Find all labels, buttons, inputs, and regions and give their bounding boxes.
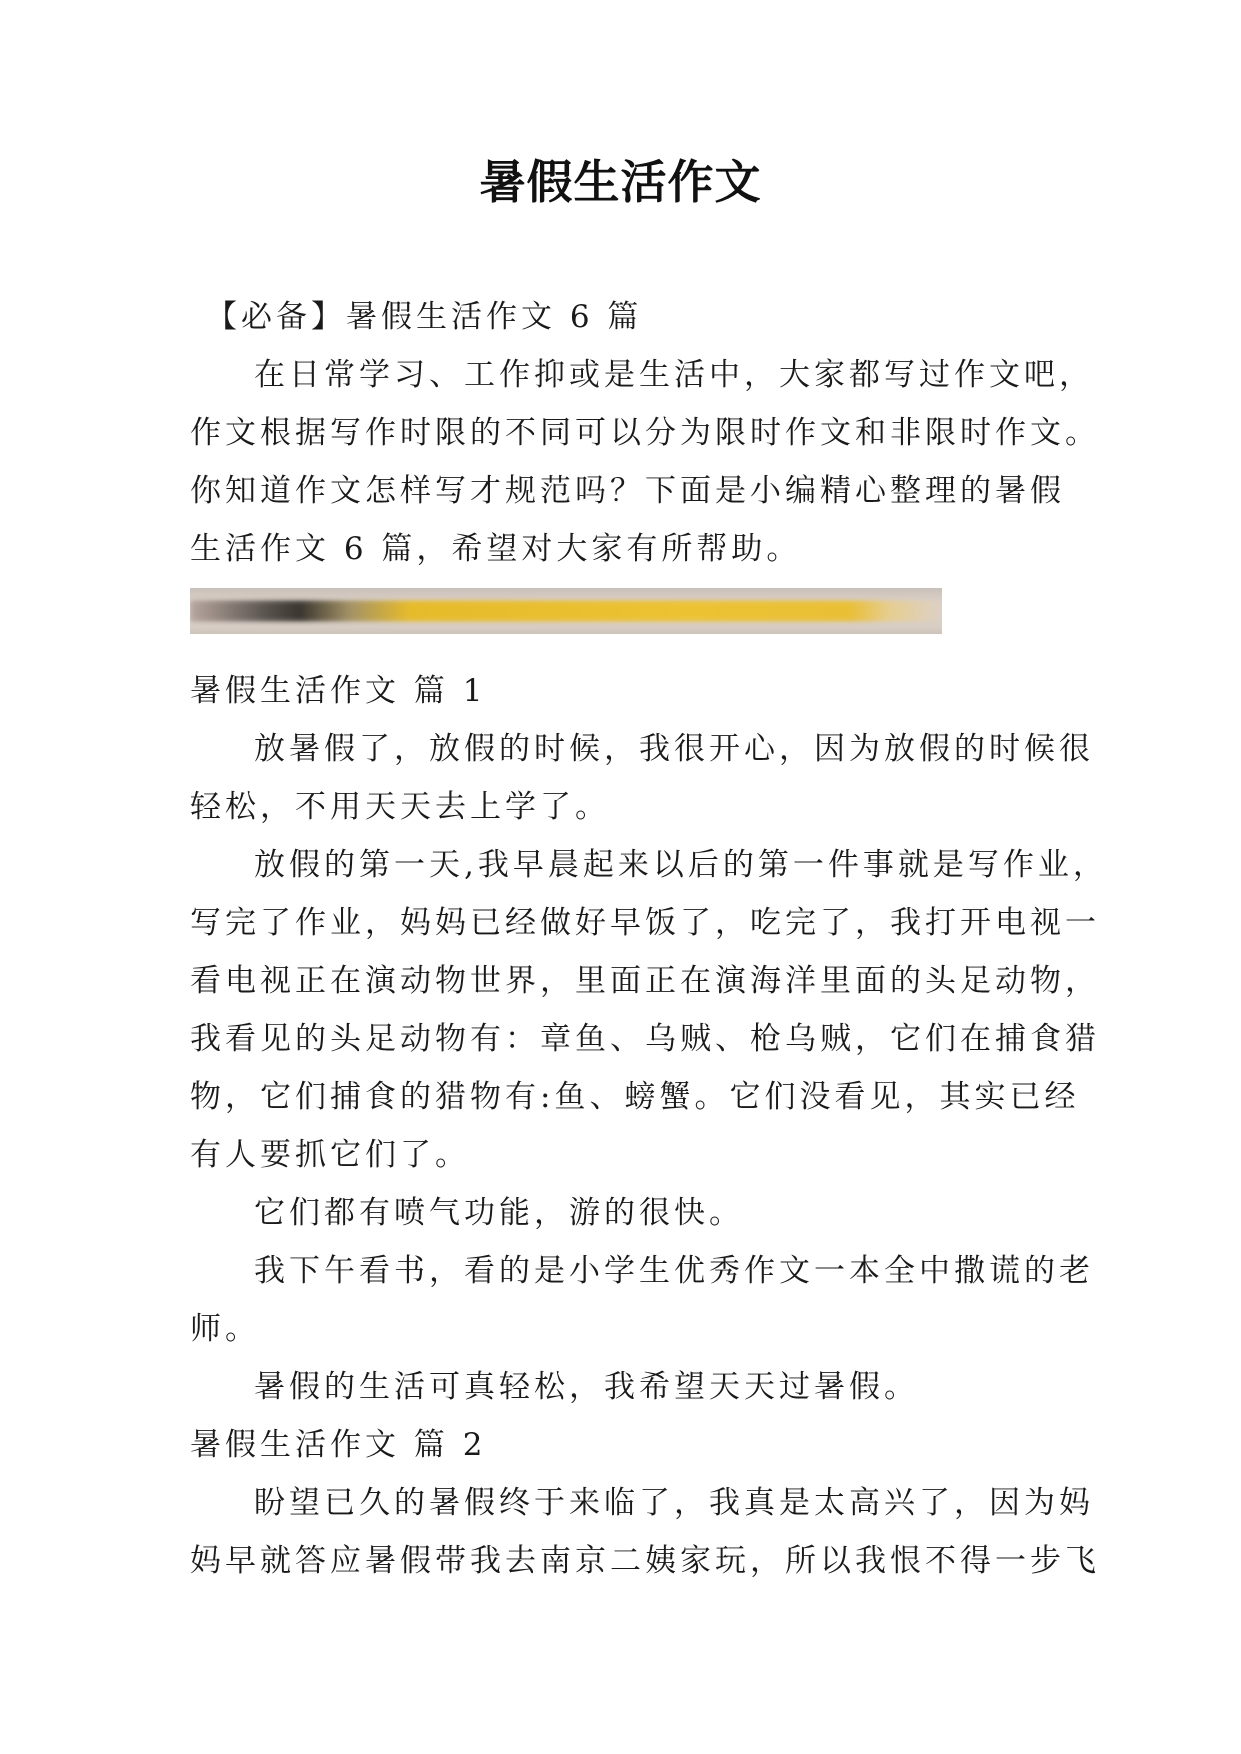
intro-line: 作文根据写作时限的不同可以分为限时作文和非限时作文。 bbox=[190, 415, 1100, 451]
intro-line: 生活作文 6 篇，希望对大家有所帮助。 bbox=[190, 531, 802, 567]
section-paragraph bbox=[190, 1184, 1070, 1242]
paragraph-line: 暑假的生活可真轻松，我希望天天过暑假。 bbox=[254, 1369, 919, 1405]
intro-line: 在日常学习、工作抑或是生活中，大家都写过作文吧， bbox=[254, 357, 1094, 393]
paragraph-line: 它们都有喷气功能，游的很快。 bbox=[254, 1195, 744, 1231]
banner-overlay bbox=[190, 588, 942, 634]
paragraph-line: 我下午看书，看的是小学生优秀作文一本全中撒谎的老 bbox=[254, 1253, 1094, 1289]
section-heading: 暑假生活作文 篇 1 bbox=[190, 673, 487, 709]
document-title: 暑假生活作文 bbox=[479, 155, 762, 209]
paragraph-line: 有人要抓它们了。 bbox=[190, 1137, 470, 1173]
section-paragraph bbox=[190, 720, 1094, 836]
paragraph-line: 妈早就答应暑假带我去南京二姨家玩，所以我恨不得一步飞 bbox=[190, 1543, 1100, 1579]
paragraph-line: 放暑假了，放假的时候，我很开心，因为放假的时候很 bbox=[254, 731, 1094, 767]
document-body bbox=[190, 288, 1108, 1590]
section-paragraph bbox=[190, 1358, 1070, 1416]
section-paragraph bbox=[190, 1474, 1100, 1590]
document-subtitle: 【必备】暑假生活作文 6 篇 bbox=[206, 299, 643, 335]
paragraph-line: 盼望已久的暑假终于来临了，我真是太高兴了，因为妈 bbox=[254, 1485, 1094, 1521]
paragraph-line: 看电视正在演动物世界，里面正在演海洋里面的头足动物， bbox=[190, 963, 1100, 999]
pencil-banner-image bbox=[190, 588, 942, 634]
section-paragraph bbox=[190, 836, 1108, 1184]
paragraph-line: 放假的第一天,我早晨起来以后的第一件事就是写作业， bbox=[254, 847, 1108, 883]
section-paragraph bbox=[190, 1242, 1094, 1358]
section-heading: 暑假生活作文 篇 2 bbox=[190, 1427, 487, 1463]
paragraph-line: 师。 bbox=[190, 1311, 260, 1347]
paragraph-line: 轻松，不用天天去上学了。 bbox=[190, 789, 610, 825]
paragraph-line: 物，它们捕食的猎物有:鱼、螃蟹。它们没看见，其实已经 bbox=[190, 1079, 1080, 1115]
paragraph-line: 写完了作业，妈妈已经做好早饭了，吃完了，我打开电视一 bbox=[190, 905, 1100, 941]
paragraph-line: 我看见的头足动物有：章鱼、乌贼、枪乌贼，它们在捕食猎 bbox=[190, 1021, 1100, 1057]
intro-paragraph bbox=[190, 346, 1100, 578]
intro-line: 你知道作文怎样写才规范吗？下面是小编精心整理的暑假 bbox=[190, 473, 1065, 509]
